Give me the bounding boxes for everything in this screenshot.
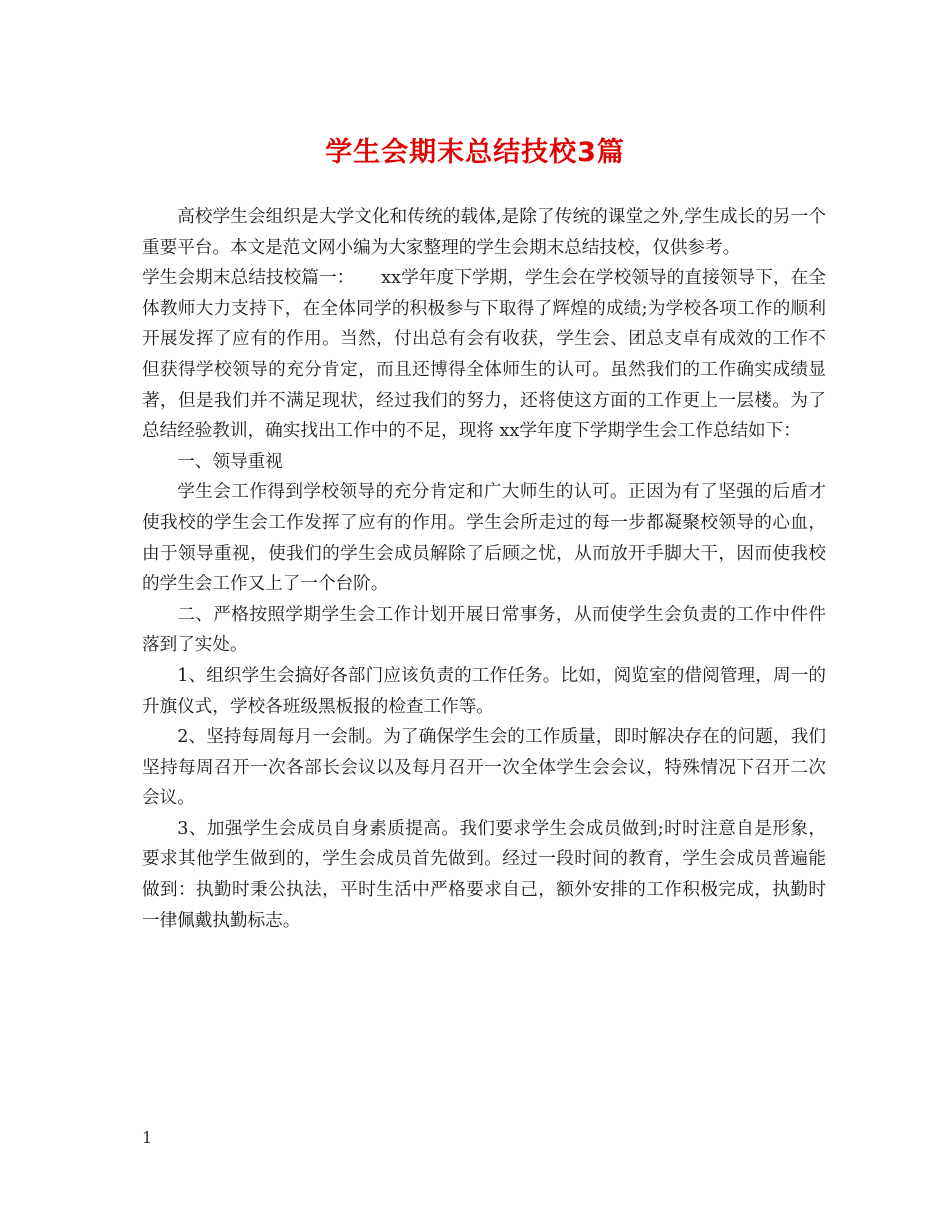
- paragraph-item-3: 3、加强学生会成员自身素质提高。我们要求学生会成员做到;时时注意自是形象，要求其他学生做到的，学生会成员首先做到。经过一段时间的教育，学生会成员普遍能做到：执勤时秉公执法，平时生活中严格要求自己，额外安排的工作积极完成，执勤时一律佩戴执勤标志。: [142, 818, 826, 931]
- paragraph-intro: 高校学生会组织是大学文化和传统的载体,是除了传统的课堂之外,学生成长的另一个重要平台。本文是范文网小编为大家整理的学生会期末总结技校，仅供参考。: [142, 207, 826, 258]
- page-number: 1: [142, 1128, 153, 1147]
- paragraph-leadership: 学生会工作得到学校领导的充分肯定和广大师生的认可。正因为有了坚强的后盾才使我校的学生会工作发挥了应有的作用。学生会所走过的每一步都凝聚校领导的心血，由于领导重视，使我们的学生会成员解除了后顾之忧，从而放开手脚大干，因而使我校的学生会工作又上了一个台阶。: [142, 482, 826, 595]
- heading-daily-affairs: 二、严格按照学期学生会工作计划开展日常事务，从而使学生会负责的工作中件件落到了实处。: [142, 604, 826, 656]
- heading-leadership: 一、领导重视: [177, 451, 283, 472]
- paragraph-item-1: 1、组织学生会搞好各部门应该负责的工作任务。比如，阅览室的借阅管理，周一的升旗仪式，学校各班级黑板报的检查工作等。: [142, 665, 826, 717]
- document-body: [142, 202, 826, 936]
- paragraph-part-one: 学生会期末总结技校篇一： xx学年度下学期，学生会在学校领导的直接领导下，在全体教师大力支持下，在全体同学的积极参与下取得了辉煌的成绩;为学校各项工作的顺利开展发挥了应有的作用。当然，付出总有会有收获，学生会、团总支卓有成效的工作不但获得学校领导的充分肯定，而且还博得全体师生的认可。虽然我们的工作确实成绩显著，但是我们并不满足现状，经过我们的努力，还将使这方面的工作更上一层楼。为了总结经验教训，确实找出工作中的不足，现将 xx学年度下学期学生会工作总结如下：: [142, 268, 826, 442]
- document-title: 学生会期末总结技校3篇: [325, 137, 625, 168]
- paragraph-item-2: 2、坚持每周每月一会制。为了确保学生会的工作质量，即时解决存在的问题，我们坚持每周召开一次各部长会议以及每月召开一次全体学生会会议，特殊情况下召开二次会议。: [142, 727, 826, 809]
